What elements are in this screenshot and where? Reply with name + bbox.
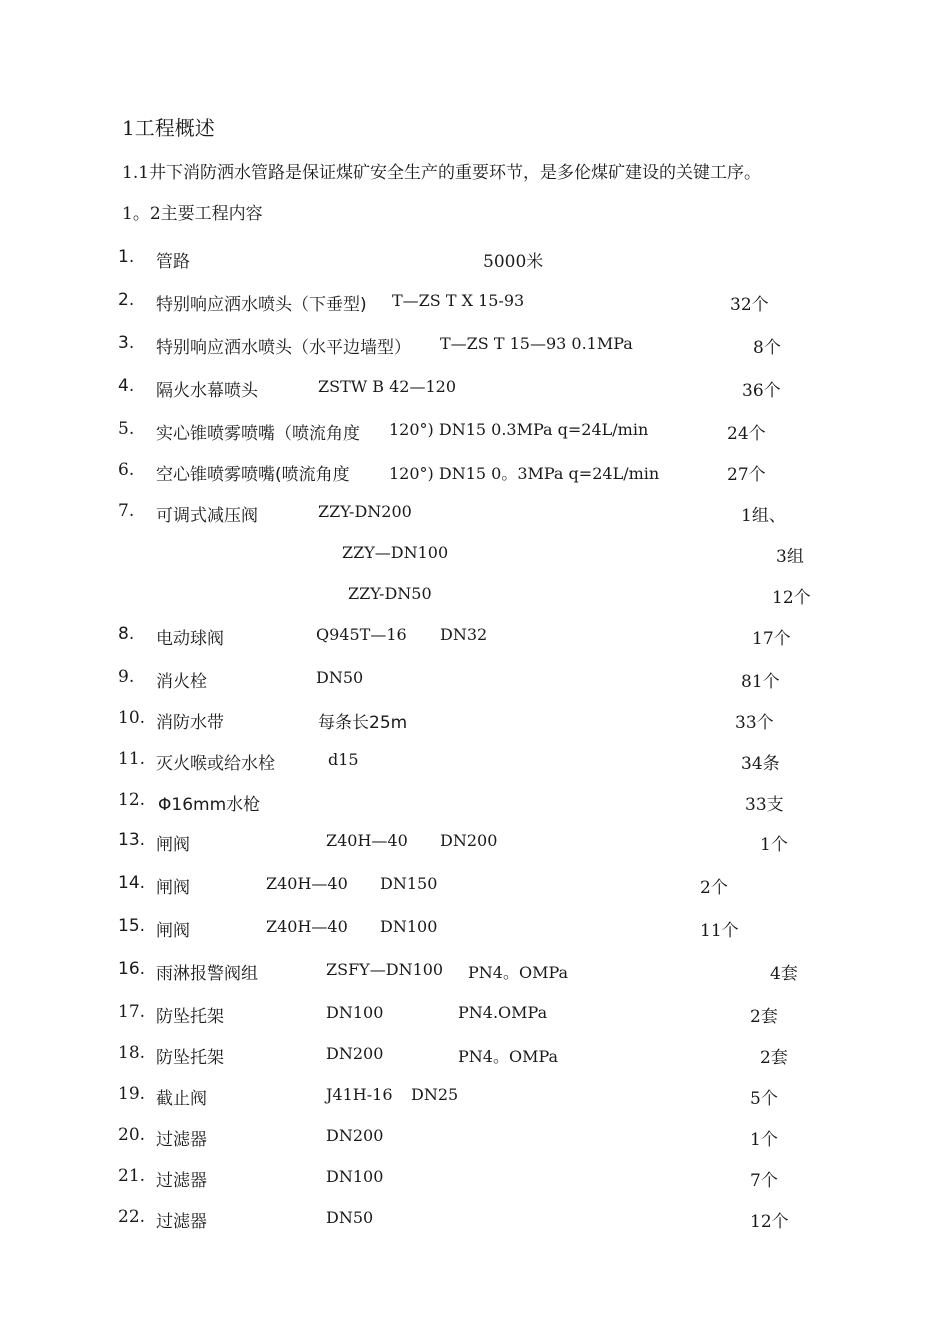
item-quantity: 33个 [735, 713, 774, 733]
item-name: 消防水带 [156, 713, 224, 733]
item-number: 2. [118, 290, 135, 310]
item-quantity: 12个 [772, 588, 811, 608]
item-number: 9. [118, 667, 135, 687]
item-quantity: 5个 [750, 1089, 778, 1109]
item-number: 22. [118, 1207, 146, 1227]
item-number: 1. [118, 247, 135, 267]
item-number: 21. [118, 1166, 146, 1186]
item-spec: ZZY—DN100 [342, 543, 449, 562]
item-number: 12. [118, 790, 146, 810]
item-name: Φ16mm水枪 [158, 795, 261, 815]
item-spec-2: DN32 [440, 625, 488, 644]
item-spec: Z40H—40 [326, 831, 408, 850]
item-spec: ZSTW B 42—120 [318, 377, 457, 396]
item-spec: Z40H—40 [266, 917, 348, 936]
item-spec-2: PN4.OMPa [458, 1003, 548, 1022]
item-name: 特别响应洒水喷头（水平边墙型） [156, 338, 411, 358]
item-spec: DN50 [326, 1208, 374, 1227]
item-number: 5. [118, 419, 135, 439]
item-number: 11. [118, 749, 146, 769]
item-spec-2: DN150 [380, 874, 438, 893]
item-quantity: 8个 [753, 338, 781, 358]
item-number: 6. [118, 460, 135, 480]
item-spec: 每条长25m [318, 713, 408, 733]
item-name: 防坠托架 [156, 1048, 224, 1068]
item-name: 雨淋报警阀组 [156, 964, 258, 984]
item-number: 17. [118, 1002, 146, 1022]
item-quantity: 1个 [750, 1130, 778, 1150]
item-name: 隔火水幕喷头 [156, 381, 258, 401]
item-spec: 120°) DN15 0.3MPa q=24L/min [389, 420, 649, 439]
intro-paragraph: 1.1井下消防洒水管路是保证煤矿安全生产的重要环节，是多伦煤矿建设的关键工序。 [122, 163, 762, 183]
item-name: 空心锥喷雾喷嘴(喷流角度 [156, 465, 350, 485]
item-name: 闸阀 [156, 921, 190, 941]
item-quantity: 12个 [750, 1212, 789, 1232]
item-name: 特别响应洒水喷头（下垂型) [156, 295, 367, 315]
item-spec: d15 [328, 750, 359, 769]
item-quantity: 17个 [752, 629, 791, 649]
item-spec: J41H-16 [326, 1085, 393, 1104]
item-spec-2: DN100 [380, 917, 438, 936]
item-number: 13. [118, 830, 146, 850]
item-spec: DN50 [316, 668, 364, 687]
item-spec: T—ZS T 15—93 0.1MPa [440, 334, 633, 353]
item-number: 20. [118, 1125, 146, 1145]
item-name: 过滤器 [156, 1171, 207, 1191]
item-number: 14. [118, 873, 146, 893]
item-quantity: 27个 [727, 465, 766, 485]
item-quantity: 33支 [745, 795, 784, 815]
item-spec-2: DN200 [440, 831, 498, 850]
item-quantity: 11个 [700, 921, 739, 941]
item-spec: Z40H—40 [266, 874, 348, 893]
item-quantity: 5000米 [483, 252, 544, 272]
item-spec: T—ZS T X 15-93 [392, 291, 525, 310]
item-number: 19. [118, 1084, 146, 1104]
item-spec: DN100 [326, 1003, 384, 1022]
item-number: 4. [118, 376, 135, 396]
item-name: 闸阀 [156, 835, 190, 855]
item-number: 7. [118, 501, 135, 521]
item-quantity: 7个 [750, 1171, 778, 1191]
item-spec: 120°) DN15 0。3MPa q=24L/min [389, 464, 660, 483]
item-name: 消火栓 [156, 672, 207, 692]
item-quantity: 2套 [750, 1007, 778, 1027]
item-number: 15. [118, 916, 146, 936]
item-name: 电动球阀 [156, 629, 224, 649]
item-name: 实心锥喷雾喷嘴（喷流角度 [156, 424, 360, 444]
item-spec: DN100 [326, 1167, 384, 1186]
item-spec-2: PN4。OMPa [458, 1047, 559, 1066]
item-quantity: 1个 [760, 835, 788, 855]
item-number: 8. [118, 624, 135, 644]
item-spec: Q945T—16 [316, 625, 407, 644]
item-quantity: 2个 [700, 878, 728, 898]
item-quantity: 3组 [776, 547, 804, 567]
item-name: 过滤器 [156, 1212, 207, 1232]
item-quantity: 36个 [742, 381, 781, 401]
item-quantity: 34条 [741, 754, 780, 774]
item-number: 18. [118, 1043, 146, 1063]
item-quantity: 4套 [770, 964, 798, 984]
section-title: 1工程概述 [122, 116, 215, 140]
item-quantity: 2套 [760, 1048, 788, 1068]
item-number: 10. [118, 708, 146, 728]
item-spec-2: PN4。OMPa [468, 963, 569, 982]
item-spec: ZZY-DN50 [348, 584, 432, 603]
item-name: 过滤器 [156, 1130, 207, 1150]
item-quantity: 81个 [741, 672, 780, 692]
item-name: 防坠托架 [156, 1007, 224, 1027]
item-quantity: 1组、 [741, 506, 786, 526]
item-quantity: 32个 [730, 295, 769, 315]
item-quantity: 24个 [727, 424, 766, 444]
subsection-heading: 1。2主要工程内容 [122, 204, 263, 224]
item-spec: ZSFY—DN100 [326, 960, 444, 979]
item-spec-2: DN25 [411, 1085, 459, 1104]
item-name: 截止阀 [156, 1089, 207, 1109]
item-spec: DN200 [326, 1126, 384, 1145]
item-number: 16. [118, 959, 146, 979]
item-spec: ZZY-DN200 [318, 502, 412, 521]
item-name: 闸阀 [156, 878, 190, 898]
item-number: 3. [118, 333, 135, 353]
item-name: 管路 [156, 252, 190, 272]
item-spec: DN200 [326, 1044, 384, 1063]
item-name: 可调式减压阀 [156, 506, 258, 526]
item-name: 灭火喉或给水栓 [156, 754, 275, 774]
